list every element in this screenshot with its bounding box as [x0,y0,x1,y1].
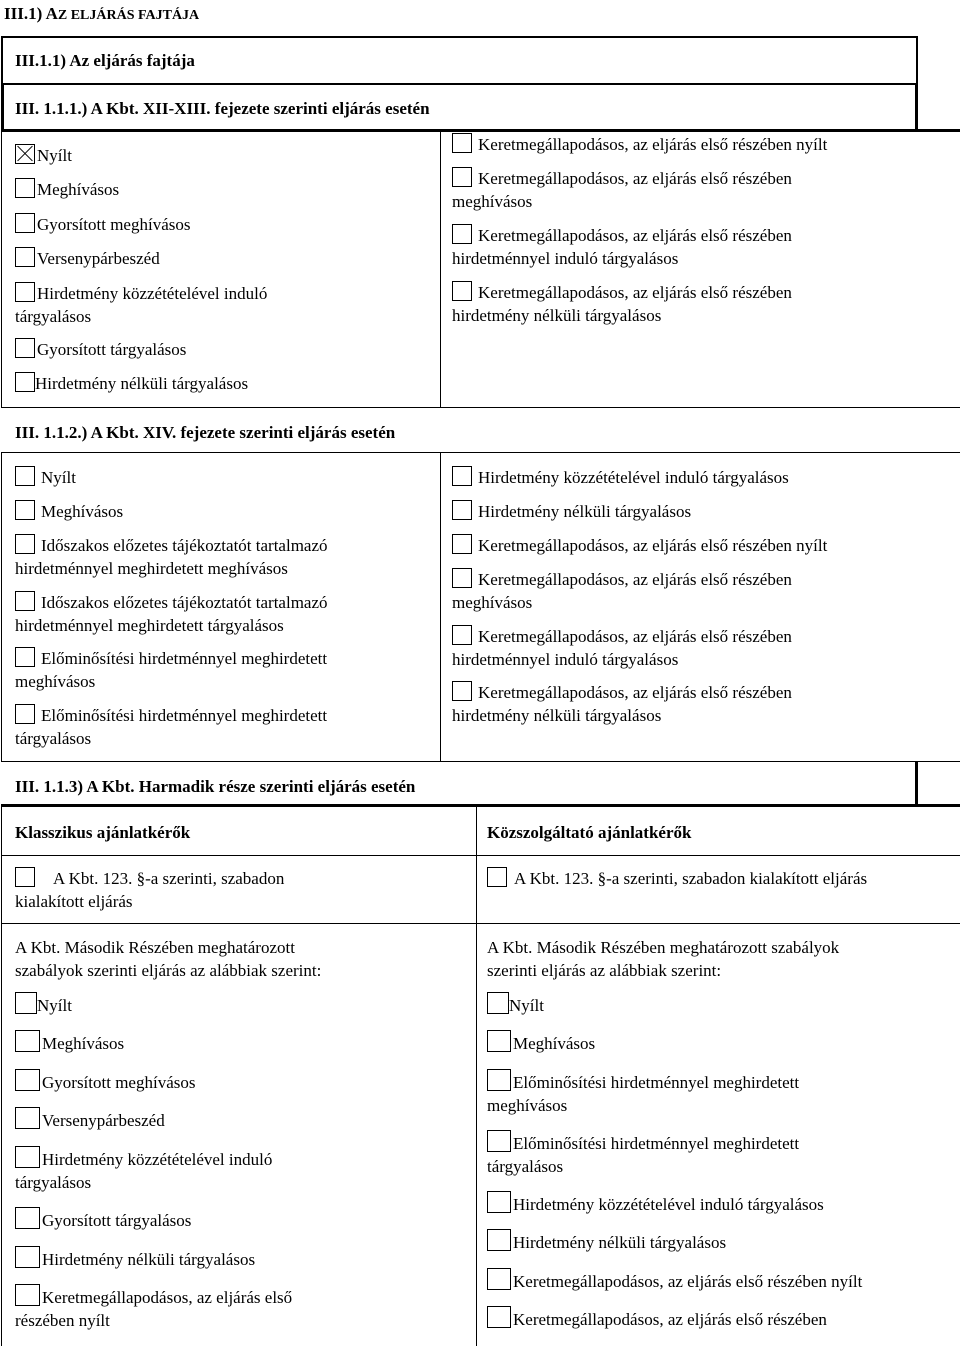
s111-left-item-nyilt[interactable] [15,144,72,167]
checkbox-icon[interactable] [452,500,472,520]
s112-left-item-4[interactable] [15,591,328,637]
checkbox-icon[interactable] [452,681,472,701]
item-label: Keretmegállapodásos, az eljárás első [42,1288,293,1307]
item-label: Gyorsított tárgyalásos [37,340,187,359]
section-113-header-line [1,855,960,856]
item-label: Versenypárbeszéd [42,1111,165,1130]
item-label-cont: tárgyalásos [15,307,92,326]
item-label: Hirdetmény közzétételével induló [37,284,268,303]
item-label: Előminősítési hirdetménnyel meghirdetett [41,706,328,725]
item-label: Keretmegállapodásos, az eljárás első részében [478,226,792,245]
s112-right-item-1[interactable] [452,466,789,489]
page-title-prefix: III.1) A [4,4,58,23]
item-label: Előminősítési hirdetménnyel meghirdetett [41,649,328,668]
s111-left-item-gyors-meghivasos[interactable] [15,213,190,236]
checkbox-icon[interactable] [15,500,35,520]
checkbox-icon[interactable] [15,867,35,887]
item-label: Hirdetmény közzétételével induló [42,1150,273,1169]
item-label: Hirdetmény közzétételével induló tárgyalásos [478,468,789,487]
item-label: Gyorsított meghívásos [37,215,191,234]
item-label: Keretmegállapodásos, az eljárás első részében [478,283,792,302]
checkbox-icon[interactable] [15,647,35,667]
s112-right-item-2[interactable] [452,500,691,523]
section-113-title: III. 1.1.3) A Kbt. Harmadik része szerinti eljárás esetén [15,777,416,796]
item-label-cont: tárgyalásos [15,1173,92,1192]
checkbox-icon[interactable] [487,1229,511,1251]
checkbox-checked-icon[interactable] [15,144,35,164]
checkbox-icon[interactable] [487,1130,511,1152]
s113-left-item-2[interactable] [15,1030,124,1055]
checkbox-icon[interactable] [15,1030,40,1052]
checkbox-icon[interactable] [15,466,35,486]
item-label: Nyílt [509,996,544,1015]
s112-left-item-2[interactable] [15,500,123,523]
checkbox-icon[interactable] [15,1207,40,1229]
section-113-col-divider [476,806,477,1346]
checkbox-icon[interactable] [452,466,472,486]
checkbox-icon[interactable] [15,282,35,302]
item-label: Gyorsított meghívásos [42,1073,196,1092]
checkbox-icon[interactable] [452,534,472,554]
s112-right-item-3[interactable] [452,534,827,557]
s113-left-item-1[interactable] [15,992,72,1017]
checkbox-icon[interactable] [15,591,35,611]
checkbox-icon[interactable] [15,1146,40,1168]
section-113-free-line [1,923,960,924]
s113-left-item-7[interactable] [15,1246,255,1271]
item-label: Keretmegállapodásos, az eljárás első részében [513,1310,827,1329]
section-111-left-border [1,83,4,132]
s111-right-item-1[interactable] [452,133,827,156]
item-label: Meghívásos [41,502,124,521]
s113-left-item-4[interactable] [15,1107,165,1132]
s111-left-item-meghivasos[interactable] [15,178,119,201]
s113-left-item-5[interactable] [15,1146,272,1194]
s112-left-item-6[interactable] [15,704,327,750]
intro-line-1: A Kbt. Második Részében meghatározott szabályok [487,938,840,957]
s113-left-item-6[interactable] [15,1207,191,1232]
checkbox-icon[interactable] [487,1069,511,1091]
item-label: Időszakos előzetes tájékoztatót tartalmazó [41,593,328,612]
s111-left-item-gyors-targyalasos[interactable] [15,338,186,361]
s113-left-free-procedure[interactable] [15,867,377,913]
s113-right-intro [487,936,839,982]
item-label: Keretmegállapodásos, az eljárás első részében nyílt [478,536,828,555]
s112-left-item-5[interactable] [15,647,327,693]
item-label: Versenypárbeszéd [37,249,160,268]
intro-line-2: szabályok szerinti eljárás az alábbiak szerint: [15,961,322,980]
section-112-bottom-line [1,761,960,762]
item-label-cont: meghívásos [15,672,96,691]
s111-left-item-hirdetmeny-nelkuli[interactable] [15,372,248,395]
item-label-cont: hirdetmény nélküli tárgyalásos [452,306,662,325]
checkbox-icon[interactable] [452,167,472,187]
item-label-cont: hirdetménnyel meghirdetett meghívásos [15,559,288,578]
s112-right-item-5[interactable] [452,625,792,671]
checkbox-icon[interactable] [15,213,35,233]
item-label: Előminősítési hirdetménnyel meghirdetett [513,1073,800,1092]
intro-line-2: szerinti eljárás az alábbiak szerint: [487,961,722,980]
item-label: Meghívásos [37,180,120,199]
s113-left-item-3[interactable] [15,1069,195,1094]
item-label: Időszakos előzetes tájékoztatót tartalmazó [41,536,328,555]
item-label-cont: hirdetménnyel induló tárgyalásos [452,249,679,268]
s113-left-item-8[interactable] [15,1284,292,1332]
checkbox-icon[interactable] [452,281,472,301]
item-label: Keretmegállapodásos, az eljárás első részében nyílt [478,135,828,154]
checkbox-icon[interactable] [452,224,472,244]
item-label: Nyílt [37,146,72,165]
item-label: Előminősítési hirdetménnyel meghirdetett [513,1134,800,1153]
s112-right-item-6[interactable] [452,681,792,727]
s113-right-item-7[interactable] [487,1268,862,1293]
checkbox-icon[interactable] [15,178,35,198]
section-112-left-edge [1,452,2,762]
item-label-cont: részében nyílt [15,1311,110,1330]
s111-left-item-versenyparbeszed[interactable] [15,247,160,270]
item-label-cont: meghívásos [452,192,533,211]
section-113-title-bottom [1,804,960,807]
checkbox-icon[interactable] [487,1191,511,1213]
item-label-cont: tárgyalásos [15,729,92,748]
checkbox-icon[interactable] [452,568,472,588]
s113-right-item-4[interactable] [487,1130,799,1178]
item-label: Hirdetmény nélküli tárgyalásos [35,374,249,393]
checkbox-icon[interactable] [15,1107,40,1129]
s112-left-item-1[interactable] [15,466,76,489]
s111-left-item-hirdetmeny-kozzetetel[interactable] [15,282,267,328]
item-label-cont: kialakított eljárás [15,892,133,911]
item-label: Meghívásos [42,1034,125,1053]
item-label: Hirdetmény nélküli tárgyalásos [42,1250,256,1269]
section-111-left-edge [1,130,2,408]
page-title [4,2,199,27]
section-111-sub-bottom [1,129,960,132]
checkbox-icon[interactable] [487,1306,511,1328]
item-label: A Kbt. 123. §-a szerinti, szabadon [53,869,285,888]
checkbox-icon[interactable] [487,992,509,1014]
intro-line-1: A Kbt. Második Részében meghatározott [15,938,295,957]
item-label: Nyílt [41,468,76,487]
item-label-cont: hirdetménnyel meghirdetett tárgyalásos [15,616,284,635]
item-label: Keretmegállapodásos, az eljárás első részében [478,683,792,702]
item-label: Keretmegállapodásos, az eljárás első részében [478,570,792,589]
item-label: Hirdetmény közzétételével induló tárgyalásos [513,1195,824,1214]
item-label: Hirdetmény nélküli tárgyalásos [478,502,692,521]
s111-right-item-4[interactable] [452,281,792,327]
item-label-cont: meghívásos [452,593,533,612]
item-label: Meghívásos [513,1034,596,1053]
right-column-header: Közszolgáltató ajánlatkérők [487,823,692,842]
checkbox-icon[interactable] [15,372,35,392]
s112-left-item-3[interactable] [15,534,328,580]
section-111-sub-right-border [915,83,918,132]
section-113-left-edge [1,806,2,1346]
s113-right-item-1[interactable] [487,992,544,1017]
section-111-subtitle: III. 1.1.1.) A Kbt. XII-XIII. fejezete szerinti eljárás esetén [15,99,430,118]
s113-right-item-5[interactable] [487,1191,824,1216]
checkbox-icon[interactable] [15,247,35,267]
s113-right-item-2[interactable] [487,1030,595,1055]
item-label: A Kbt. 123. §-a szerinti, szabadon kialakított eljárás [514,869,868,888]
s113-right-free-procedure[interactable] [487,867,867,890]
checkbox-icon[interactable] [15,1069,40,1091]
checkbox-icon[interactable] [15,704,35,724]
s113-right-item-8[interactable] [487,1306,827,1331]
left-column-header: Klasszikus ajánlatkérők [15,823,191,842]
item-label: Keretmegállapodásos, az eljárás első részében nyílt [513,1272,863,1291]
section-111-col-divider [440,130,441,408]
checkbox-icon[interactable] [487,1268,511,1290]
section-111-bottom-line [1,407,960,408]
item-label-cont: meghívásos [487,1096,568,1115]
item-label-cont: tárgyalásos [487,1157,564,1176]
checkbox-icon[interactable] [15,992,37,1014]
checkbox-icon[interactable] [15,1284,40,1306]
checkbox-icon[interactable] [15,338,35,358]
item-label: Nyílt [37,996,72,1015]
s113-left-intro [15,936,321,982]
item-label: Gyorsított tárgyalásos [42,1211,192,1230]
s111-right-item-3[interactable] [452,224,792,270]
s112-right-item-4[interactable] [452,568,792,614]
section-112-title: III. 1.1.2.) A Kbt. XIV. fejezete szerinti eljárás esetén [15,423,396,442]
s113-right-item-3[interactable] [487,1069,799,1117]
s111-right-item-2[interactable] [452,167,792,213]
item-label: Hirdetmény nélküli tárgyalásos [513,1233,727,1252]
item-label-cont: hirdetménnyel induló tárgyalásos [452,650,679,669]
checkbox-icon[interactable] [487,867,507,887]
item-label: Keretmegállapodásos, az eljárás első részében [478,169,792,188]
section-113-title-right-border [915,762,918,806]
checkbox-icon[interactable] [15,1246,40,1268]
page-title-rest: Z ELJÁRÁS FAJTÁJA [57,8,200,23]
section-112-col-divider [440,452,441,762]
checkbox-icon[interactable] [15,534,35,554]
checkbox-icon[interactable] [452,133,472,153]
item-label-cont: hirdetmény nélküli tárgyalásos [452,706,662,725]
item-label: Keretmegállapodásos, az eljárás első részében [478,627,792,646]
section-111-title: III.1.1) Az eljárás fajtája [15,51,195,70]
checkbox-icon[interactable] [452,625,472,645]
checkbox-icon[interactable] [487,1030,511,1052]
s113-right-item-6[interactable] [487,1229,726,1254]
section-112-top-line [1,452,960,453]
